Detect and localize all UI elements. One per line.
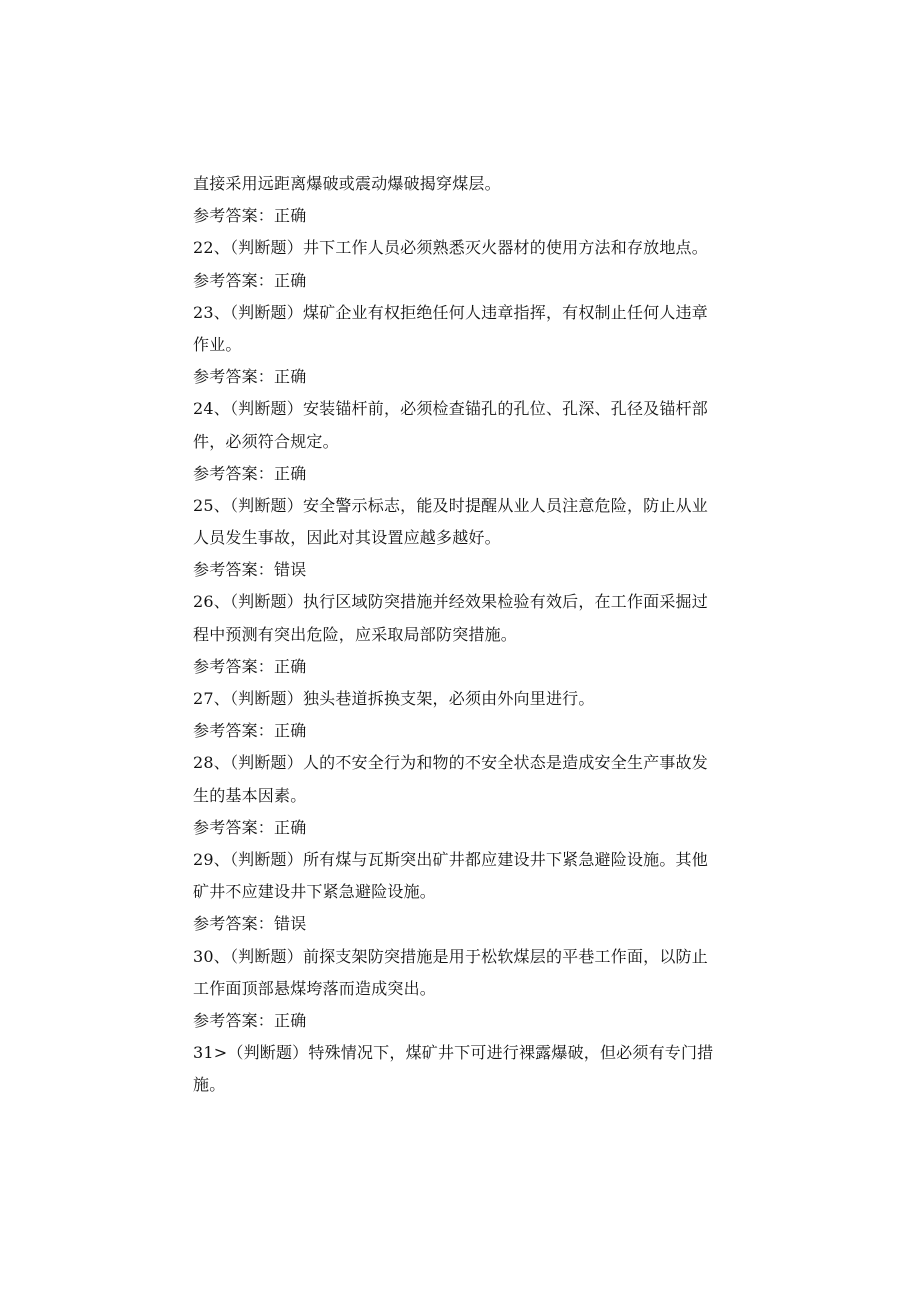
answer-text: 参考答案：错误 (193, 914, 307, 934)
answer-text: 参考答案：正确 (193, 463, 307, 483)
answer-text: 参考答案：错误 (193, 560, 307, 580)
question-text: 25、（判断题）安全警示标志，能及时提醒从业人员注意危险，防止从业 (193, 495, 708, 515)
question-text: 程中预测有突出危险，应采取局部防突措施。 (193, 624, 518, 644)
question-text: 作业。 (193, 334, 242, 354)
answer-text: 参考答案：正确 (193, 367, 307, 387)
answer-text: 参考答案：正确 (193, 1010, 307, 1030)
question-text: 29、（判断题）所有煤与瓦斯突出矿井都应建设井下紧急避险设施。其他 (193, 849, 708, 869)
question-text: 施。 (193, 1075, 226, 1095)
question-text: 31>（判断题）特殊情况下，煤矿井下可进行裸露爆破，但必须有专门措 (193, 1043, 714, 1063)
answer-text: 参考答案：正确 (193, 270, 307, 290)
answer-text: 参考答案：正确 (193, 206, 307, 226)
question-text: 24、（判断题）安装锚杆前，必须检查锚孔的孔位、孔深、孔径及锚杆部 (193, 399, 708, 419)
question-text: 人员发生事故，因此对其设置应越多越好。 (193, 528, 501, 548)
question-text: 27、（判断题）独头巷道拆换支架，必须由外向里进行。 (193, 689, 595, 708)
answer-text: 参考答案：正确 (193, 656, 307, 676)
question-text: 23、（判断题）煤矿企业有权拒绝任何人违章指挥，有权制止任何人违章 (193, 302, 708, 322)
document-body (193, 168, 753, 1101)
question-text: 22、（判断题）井下工作人员必须熟悉灭火器材的使用方法和存放地点。 (193, 238, 708, 258)
question-text: 工作面顶部悬煤垮落而造成突出。 (193, 978, 437, 998)
question-text: 件，必须符合规定。 (193, 431, 339, 451)
answer-text: 参考答案：正确 (193, 721, 307, 741)
question-text: 生的基本因素。 (193, 785, 307, 805)
question-text: 26、（判断题）执行区域防突措施并经效果检验有效后，在工作面采掘过 (193, 592, 708, 612)
question-text: 直接采用远距离爆破或震动爆破揭穿煤层。 (193, 174, 501, 193)
answer-text: 参考答案：正确 (193, 817, 307, 837)
question-text: 矿井不应建设井下紧急避险设施。 (193, 882, 437, 902)
question-text: 28、（判断题）人的不安全行为和物的不安全状态是造成安全生产事故发 (193, 753, 708, 773)
question-text: 30、（判断题）前探支架防突措施是用于松软煤层的平巷工作面，以防止 (193, 946, 708, 966)
